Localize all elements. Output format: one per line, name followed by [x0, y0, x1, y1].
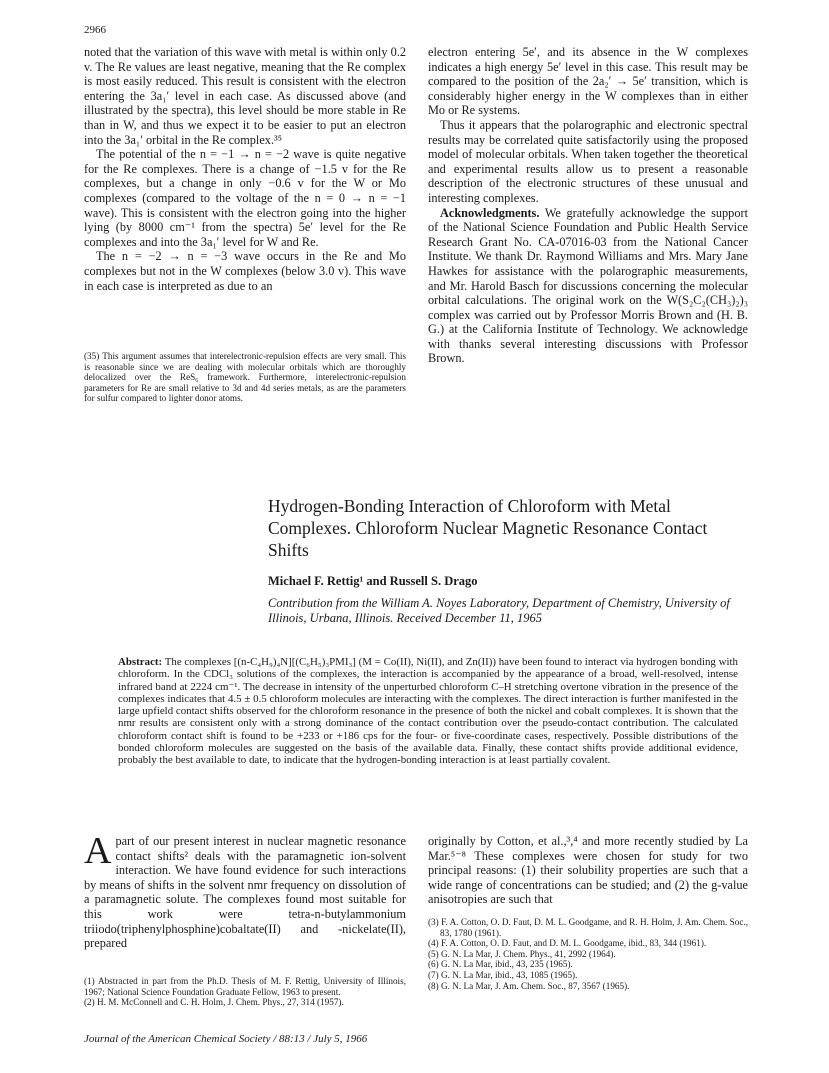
- top-left-column: [84, 45, 406, 293]
- footnote: (5) G. N. La Mar, J. Chem. Phys., 41, 2992 (1964).: [428, 948, 616, 959]
- footnote: (3) F. A. Cotton, O. D. Faut, D. M. L. Goodgame, and R. H. Holm, J. Am. Chem. Soc., 83, 1780 (1961).: [428, 917, 748, 938]
- footnote: (6) G. N. La Mar, ibid., 43, 235 (1965).: [428, 959, 573, 970]
- top-right-column: [428, 45, 748, 366]
- footnote: (2) H. M. McConnell and C. H. Holm, J. Chem. Phys., 27, 314 (1957).: [84, 997, 344, 1008]
- abstract-label: Abstract:: [118, 656, 163, 668]
- body-text: originally by Cotton, et al.,³,⁴ and more recently studied by La Mar.⁵⁻⁸ These complexes were chosen for study for two principal reasons: (1) their solubility properties are such that a wide range of concentrations can be studied; and (2) the g-value anisotropies are such that: [428, 834, 748, 907]
- drop-cap: A: [84, 830, 112, 872]
- footnotes-right: [428, 917, 748, 991]
- paragraph: electron entering 5e′, and its absence in the W complexes indicates a high energy 5e′ level in this case. This result may be compared to the position of the 2a₂′ → 5e′ transition, which is considerably higher energy in the W complexes than in either Mo or Re systems.: [428, 45, 748, 118]
- acknowledgments-paragraph: [428, 206, 748, 367]
- journal-footer: Journal of the American Chemical Society / 88:13 / July 5, 1966: [84, 1033, 368, 1045]
- body-right-column: [428, 834, 748, 907]
- footnote: (8) G. N. La Mar, J. Am. Chem. Soc., 87, 3567 (1965).: [428, 980, 630, 991]
- acknowledgments-label: Acknowledgments.: [440, 205, 540, 220]
- article-affiliation: Contribution from the William A. Noyes Laboratory, Department of Chemistry, University of Illinois, Urbana, Illinois. Received December 11, 1965: [268, 596, 730, 625]
- abstract-text: The complexes [(n-C₄H₉)₄N][(C₆H₅)₃PMI₃] (M = Co(II), Ni(II), and Zn(II)) have been found to interact via hydrogen bonding with chloroform. In the CDCl₃ solutions of the complexes, the interaction is accompanied by the appearance of a broad, well-resolved, intense infrared band at 2224 cm⁻¹. The decrease in intensity of the unperturbed chloroform C–H stretching overtone vibration in the presence of the complexes indicates that 4.5 ± 0.5 chloroform molecules are interacting with the complexes. The direct interaction is further manifested in the large upfield contact shifts observed for the chloroform resonance in the presence of both the nickel and cobalt complexes. It is shown that the nmr results are consistent only with a strong dominance of the contact contribution over the pseudo-contact contribution. The calculated chloroform contact shift is found to be +233 or +186 cps for the four- or five-coordinate cases, respectively. Possible distributions of the bonded chloroform molecules are suggested on the basis of the available data. Finally, these contact shifts provide additional evidence, probably the best available to date, to indicate that the hydrogen-bonding interaction is at least partially covalent.: [118, 656, 738, 767]
- body-text: part of our present interest in nuclear magnetic resonance contact shifts² deals with the paramagnetic ion-solvent interaction. We have found evidence for such interactions by means of shifts in the solvent nmr frequency on dissolution of a paramagnetic solute. The complexes found most suitable for this work were tetra-n-butylammonium triiodo(triphenylphosphine)cobaltate(II) and -nickelate(II), prepared: [84, 834, 406, 951]
- footnote: (1) Abstracted in part from the Ph.D. Thesis of M. F. Rettig, University of Illinois, 1967; National Science Foundation Graduate Fellow, 1963 to present.: [84, 976, 406, 997]
- footnote: (4) F. A. Cotton, O. D. Faut, and D. M. L. Goodgame, ibid., 83, 344 (1961).: [428, 938, 707, 949]
- paragraph: The n = −2 → n = −3 wave occurs in the Re and Mo complexes but not in the W complexes (below 3.0 v). This wave in each case is interpreted as due to an: [84, 249, 406, 293]
- footnote-text: (35) This argument assumes that interelectronic-repulsion effects are very small. This is reasonable since we are dealing with molecular orbitals which are thoroughly delocalized over the ReS₆ framework. Furthermore, interelectronic-repulsion parameters for Re are small relative to 3d and 4d series metals, as are the parameters for sulfur compared to lighter donor atoms.: [84, 351, 406, 404]
- footnote-35: [84, 351, 406, 404]
- article-authors: Michael F. Rettig¹ and Russell S. Drago: [268, 574, 478, 588]
- body-left-column: [84, 830, 406, 951]
- acknowledgments-text: We gratefully acknowledge the support of the National Science Foundation and Public Health Service Research Grant No. CA-07016-03 from the National Cancer Institute. We thank Dr. Raymond Williams and Mrs. Mary Jane Hawkes for assistance with the polarographic measurements, and Mr. Harold Basch for discussions concerning the molecular orbital calculations. The original work on the W(S₂C₂(CH₃)₂)₃ complex was carried out by Professor Morris Brown and (H. B. G.) at the California Institute of Technology. We acknowledge with thanks several interesting discussions with Professor Brown.: [428, 205, 748, 366]
- page-number: 2966: [84, 24, 106, 36]
- footnotes-left: [84, 976, 406, 1008]
- abstract: [118, 656, 738, 767]
- footnote: (7) G. N. La Mar, ibid., 43, 1085 (1965).: [428, 969, 578, 980]
- paragraph: noted that the variation of this wave with metal is within only 0.2 v. The Re values are least negative, meaning that the Re complex is most easily reduced. This result is consistent with the electron entering the 3a₁′ level in each case. As discussed above (and illustrated by the spectra), this level should be more stable in Re than in W, and thus we expect it to be easier to put an electron into the 3a₁′ orbital in the Re complex.³⁵: [84, 45, 406, 147]
- article-title: Hydrogen-Bonding Interaction of Chloroform with Metal Complexes. Chloroform Nuclear Magnetic Resonance Contact Shifts: [268, 496, 708, 560]
- paragraph: Thus it appears that the polarographic and electronic spectral results may be correlated quite satisfactorily using the proposed model of molecular orbitals. When taken together the theoretical and experimental results allow us to present a reasonable description of the electronic structures of these unusual and interesting complexes.: [428, 117, 748, 205]
- paragraph: The potential of the n = −1 → n = −2 wave is quite negative for the Re complexes. There is a change of −1.5 v for the Re complexes, but a change in only −0.6 v for the W or Mo complexes (compared to the voltage of the n = 0 → n = −1 wave). This is consistent with the electron going into the higher lying (by 8000 cm⁻¹ from the spectra) 5e′ level for the Re complexes and into the 3a₁′ level for W and Re.: [84, 147, 406, 249]
